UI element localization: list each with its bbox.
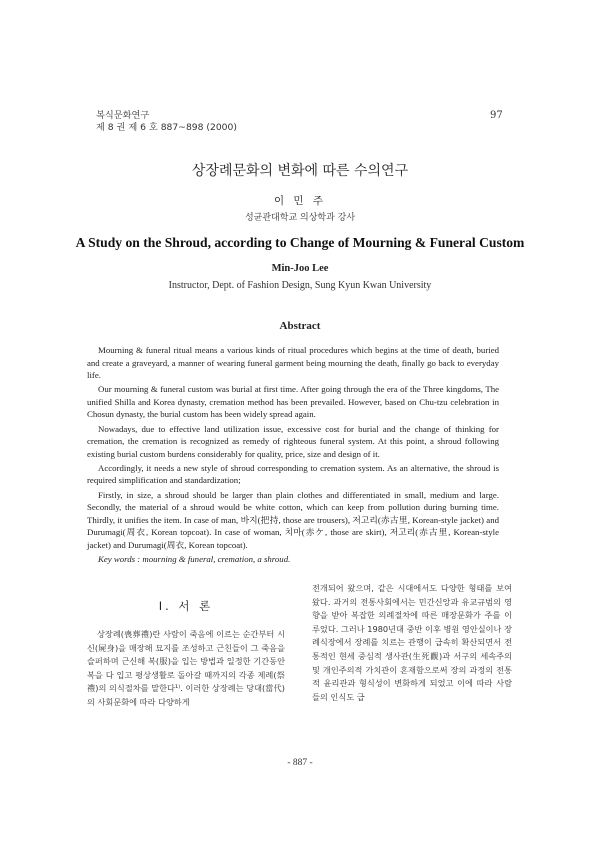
- abstract-heading: Abstract: [279, 320, 321, 332]
- abstract-paragraph: Firstly, in size, a shroud should be larger than plain clothes and differentiated in small, medium and large. Secondly, the material of a shroud would be white cotton, which can keep from pollution during burning time. Thirdly, it unifies the item. In case of man, 바지(把持, those are trousers), 저고리(赤古里, Korean-style jacket) and Durumagi(周衣, Korean topcoat). In case of woman, 치마(赤ケ, those are skirt), 저고리(赤古里, Korean-style jacket) and Durumagi(周衣, Korean topcoat).: [87, 489, 499, 550]
- abstract-paragraph: Accordingly, it needs a new style of shroud corresponding to cremation system. As an alternative, the shroud is required simplification and standardization;: [87, 462, 499, 486]
- footer-page-number: - 887 -: [287, 758, 313, 768]
- keywords: Key words : mourning & funeral, cremation, a shroud.: [98, 554, 291, 564]
- header-page-number: 97: [490, 110, 503, 121]
- abstract-paragraph: Our mourning & funeral custom was burial at first time. After going through the era of the Three kingdoms, The unified Shilla and Korea dynasty, cremation method has been prevailed. However, based on Chu-tzu celebration in Chosun dynasty, the burial custom has been widely spread again.: [87, 384, 499, 420]
- body-left-column: 상장례(喪葬禮)란 사람이 죽음에 이르는 순간부터 시신(屍身)을 매장해 묘지를 조성하고 근친들이 그 죽음을 슬퍼하며 근신해 복(服)을 입는 방법과 일정한 기간동안 복을 다 입고 평상생활로 돌아갈 때까지의 각종 제례(祭禮)의 의식절차를 말한다¹⁾. 이러한 상장례는 당대(當代)의 사회문화에 따라 다양하게: [87, 629, 285, 707]
- abstract-paragraph: Nowadays, due to effective land utilization issue, excessive cost for burial and the change of thinking for cremation, the cremation is recognized as remedy of righteous funeral system. At this point, a shroud following existing burial custom burdens considerably for quality, price, size and design of it.: [87, 423, 499, 459]
- affiliation-korean: 성균관대학교 의상학과 강사: [244, 213, 356, 223]
- author-english: Min-Joo Lee: [271, 263, 329, 274]
- body-right-column: 전개되어 왔으며, 같은 시대에서도 다양한 형태를 보여왔다. 과거의 전통사회에서는 민간신앙과 유교규범의 영향을 받아 복잡한 의례절차에 따른 매장문화가 주를 이루었다. 그러나 1980년대 중반 이후 병원 영안실이나 장례식장에서 장례를 치르는 관행이 급속히 확산되면서 전통적인 현세 중심적 생사관(生死觀)과 서구의 세속주의 및 개인주의적 가치관이 혼재함으로써 장의 과정의 전통적 윤리관과 형식성이 변화하게 되었고 이에 따라 사람들의 인식도 급: [312, 583, 512, 702]
- title-korean: 상장례문화의 변화에 따른 수의연구: [191, 163, 409, 179]
- affiliation-english: Instructor, Dept. of Fashion Design, Sung Kyun Kwan University: [168, 280, 432, 291]
- journal-name: 복식문화연구: [96, 110, 150, 121]
- abstract-body: [87, 344, 499, 567]
- section-heading-introduction: Ⅰ. 서 론: [158, 599, 214, 613]
- title-english: A Study on the Shroud, according to Change of Mourning & Funeral Custom: [75, 235, 525, 250]
- journal-header: [96, 110, 237, 134]
- journal-volume-issue: 제 8 권 제 6 호 887~898 (2000): [96, 122, 237, 133]
- abstract-paragraph: Mourning & funeral ritual means a various kinds of ritual procedures which begins at the time of death, buried and create a graveyard, a manner of wearing funeral garment being mourning the death, finally go back to everyday life.: [87, 345, 499, 381]
- author-korean: 이 민 주: [273, 195, 327, 207]
